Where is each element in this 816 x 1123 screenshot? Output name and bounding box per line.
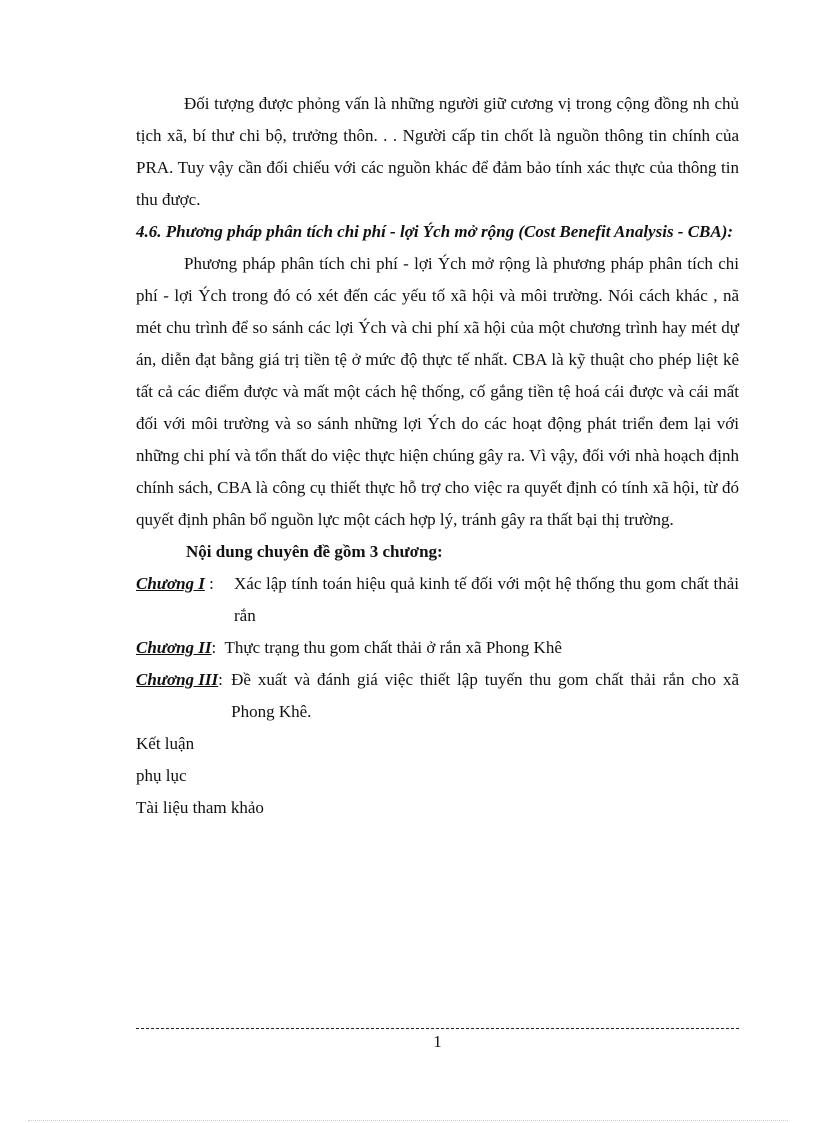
chapter-2-label-wrap <box>136 632 221 664</box>
page-bottom-divider <box>28 1120 788 1121</box>
intro-paragraph: Đối tượng được phỏng vấn là những người giữ cương vị trong cộng đồng nh chủ tịch xã, bí thư chi bộ, trưởng thôn. . . Người cấp tin chốt là nguồn thông tin chính của PRA. Tuy vậy cần đối chiếu với các nguồn khác để đảm bảo tính xác thực của thông tin thu được. <box>136 94 739 209</box>
chapter-1-separator: : <box>204 574 219 593</box>
contents-title: Nội dung chuyên đề gồm 3 chương: <box>186 542 443 561</box>
chapter-1-label-wrap <box>136 568 234 632</box>
conclusion-item: Kết luận <box>136 734 195 753</box>
chapter-3-entry <box>136 664 739 728</box>
chapter-1-label: Chương I <box>136 574 205 593</box>
cba-paragraph: Phương pháp phân tích chi phí - lợi Ých mở rộng là phương pháp phân tích chi phí - lợi Ých trong đó có xét đến các yếu tố xã hội và môi trường. Nói cách khác , nã mét chu trình để so sánh các lợi Ých và chi phí xã hội của một chương trình hay mét dự án, diễn đạt bằng giá trị tiền tệ ở mức độ thực tế nhất. CBA là kỹ thuật cho phép liệt kê tất cả các điểm được và mất một cách hệ thống, cố gắng tiền tệ hoá cái được và cái mất đối với môi trường và so sánh những lợi Ých do các hoạt động phát triển đem lại với những chi phí và tổn thất do việc thực hiện chúng gây ra. Vì vậy, đối với nhà hoạch định chính sách, CBA là công cụ thiết thực hỗ trợ cho việc ra quyết định có tính xã hội, từ đó quyết định phân bổ nguồn lực một cách hợp lý, tránh gây ra thất bại thị trường. <box>136 254 739 529</box>
chapter-3-title: Đề xuất và đánh giá việc thiết lập tuyến thu gom chất thải rắn cho xã Phong Khê. <box>231 670 739 721</box>
chapter-2-entry <box>136 632 739 664</box>
references-item: Tài liệu tham khảo <box>136 798 264 817</box>
chapter-2-title: Thực trạng thu gom chất thải ở rắn xã Phong Khê <box>224 638 562 657</box>
chapter-3-label: Chương III <box>136 670 219 689</box>
chapter-3-separator: : <box>218 670 228 689</box>
page-number: 1 <box>433 1032 442 1051</box>
chapter-1-title: Xác lập tính toán hiệu quả kinh tế đối với một hệ thống thu gom chất thải rắn <box>234 574 739 625</box>
chapter-2-separator: : <box>211 638 221 657</box>
footer-divider <box>136 1028 739 1029</box>
section-heading: 4.6. Phương pháp phân tích chi phí - lợi Ých mở rộng (Cost Benefit Analysis - CBA): <box>136 222 734 241</box>
chapter-1-entry <box>136 568 739 632</box>
chapter-3-label-wrap <box>136 664 227 728</box>
chapter-2-label: Chương II <box>136 638 212 657</box>
appendix-item: phụ lục <box>136 766 187 785</box>
body-text <box>136 88 739 824</box>
